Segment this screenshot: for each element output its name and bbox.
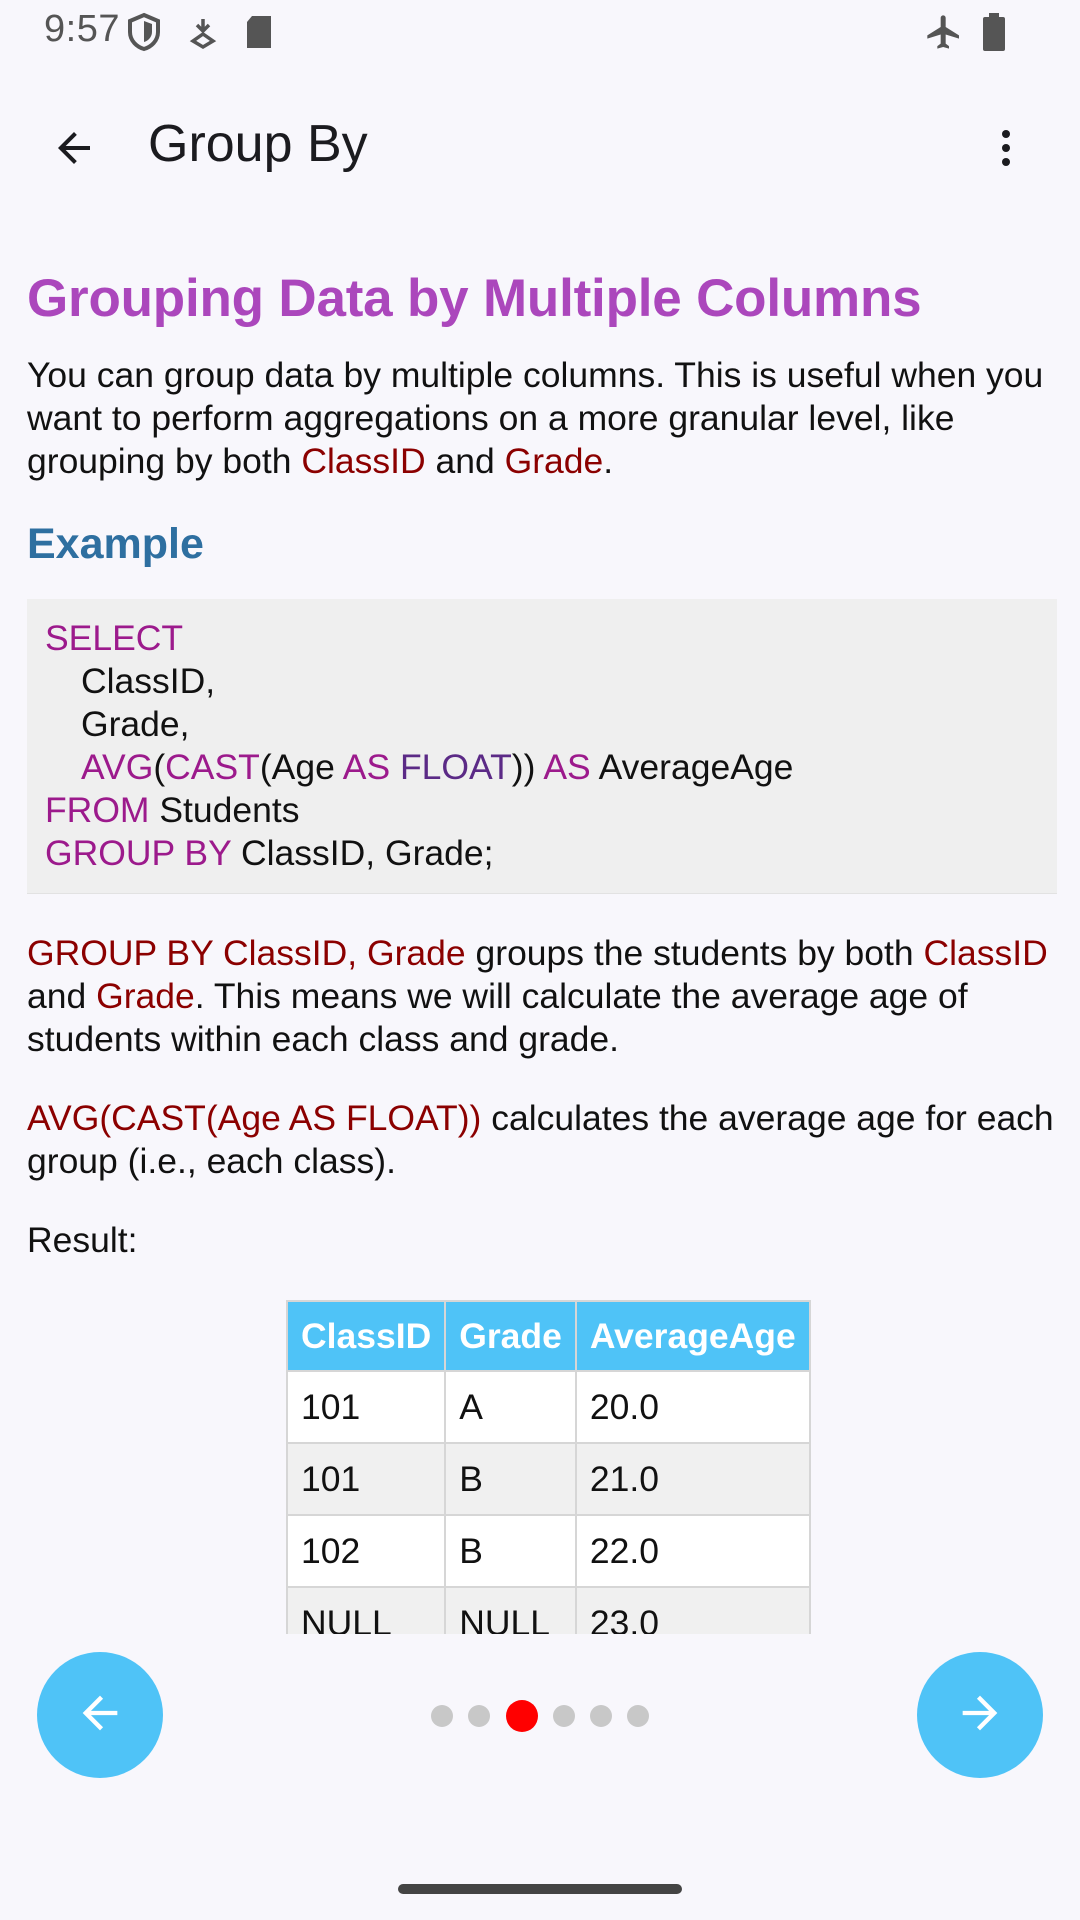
app-bar — [0, 84, 1080, 212]
code-line-2: ClassID, — [81, 661, 216, 701]
code-paren-1: ( — [153, 747, 166, 787]
explain2-text-1: calculates the average age for each group (i.e., each class). — [27, 1098, 1054, 1181]
more-vert-icon — [982, 124, 1030, 177]
table-row — [287, 1371, 810, 1443]
table-header-classid: ClassID — [287, 1301, 445, 1371]
arrow-back-icon — [50, 124, 98, 177]
more-options-button[interactable] — [970, 114, 1042, 186]
table-cell: 101 — [287, 1371, 445, 1443]
table-header-grade: Grade — [445, 1301, 576, 1371]
explain1-highlight-classid: ClassID — [923, 933, 1048, 973]
page-title: Group By — [148, 115, 368, 173]
code-alias: AverageAge — [590, 747, 794, 787]
status-bar — [0, 0, 1080, 64]
lesson-content[interactable] — [27, 262, 1057, 1634]
airplane-icon — [924, 12, 964, 57]
table-cell: NULL — [287, 1587, 445, 1634]
intro-text-3: . — [603, 441, 614, 481]
code-keyword-as-1: AS — [342, 747, 391, 787]
table-row — [287, 1515, 810, 1587]
intro-text-2: and — [425, 441, 505, 481]
code-paren-2: (Age — [259, 747, 343, 787]
table-cell: B — [445, 1443, 576, 1515]
page-dot-1[interactable] — [431, 1705, 453, 1727]
page-dot-4[interactable] — [553, 1705, 575, 1727]
explain2-highlight-avg: AVG(CAST(Age AS FLOAT)) — [27, 1098, 482, 1138]
intro-highlight-grade: Grade — [504, 441, 604, 481]
explain1-highlight-grade: Grade — [96, 976, 195, 1016]
explain1-text-3: . This means we will calculate the average age of students within each class and grade. — [27, 976, 968, 1059]
table-cell: 23.0 — [576, 1587, 810, 1634]
sd-card-icon — [244, 14, 274, 55]
explain-paragraph-1 — [27, 932, 1057, 1061]
page-dot-6[interactable] — [627, 1705, 649, 1727]
table-header-row — [287, 1301, 810, 1371]
code-group-columns: ClassID, Grade; — [231, 833, 494, 873]
code-fn-avg: AVG — [81, 747, 154, 787]
page-dot-2[interactable] — [468, 1705, 490, 1727]
code-line-5 — [45, 789, 1039, 832]
table-cell: 20.0 — [576, 1371, 810, 1443]
explain1-highlight-groupby: GROUP BY ClassID, Grade — [27, 933, 466, 973]
intro-paragraph — [27, 354, 1057, 483]
code-line-6 — [45, 832, 1039, 875]
code-line-4 — [45, 746, 1039, 789]
table-cell: 102 — [287, 1515, 445, 1587]
code-table-name: Students — [149, 790, 300, 830]
intro-highlight-classid: ClassID — [301, 441, 426, 481]
intro-text-1: You can group data by multiple columns. This is useful when you want to perform aggregations on a more granular level, like grouping by both — [27, 355, 1044, 481]
example-heading: Example — [27, 520, 204, 568]
table-cell: 21.0 — [576, 1443, 810, 1515]
next-page-button[interactable] — [917, 1652, 1043, 1778]
battery-icon — [982, 12, 1006, 57]
code-type-float: FLOAT — [400, 747, 512, 787]
table-row — [287, 1443, 810, 1515]
explain1-text-2: and — [27, 976, 97, 1016]
code-keyword-select: SELECT — [45, 618, 184, 658]
code-fn-cast: CAST — [165, 747, 260, 787]
page-dot-3-active[interactable] — [506, 1700, 538, 1732]
result-label: Result: — [27, 1220, 138, 1260]
arrow-right-icon — [954, 1687, 1006, 1744]
table-header-averageage: AverageAge — [576, 1301, 810, 1371]
table-cell: B — [445, 1515, 576, 1587]
table-cell: A — [445, 1371, 576, 1443]
back-button[interactable] — [38, 114, 110, 186]
code-keyword-group-by: GROUP BY — [45, 833, 232, 873]
status-time: 9:57 — [44, 8, 120, 50]
code-block — [27, 599, 1057, 894]
explain1-text-1: groups the students by both — [465, 933, 924, 973]
code-keyword-as-2: AS — [543, 747, 591, 787]
table-cell: NULL — [445, 1587, 576, 1634]
section-title: Grouping Data by Multiple Columns — [27, 269, 922, 328]
download-icon — [188, 16, 218, 55]
result-table — [286, 1300, 811, 1634]
shield-icon — [126, 12, 162, 57]
code-space — [390, 747, 400, 787]
home-indicator[interactable] — [398, 1884, 682, 1894]
table-cell: 22.0 — [576, 1515, 810, 1587]
code-line-3: Grade, — [81, 704, 190, 744]
table-row — [287, 1587, 810, 1634]
code-line-1 — [45, 617, 1039, 660]
table-cell: 101 — [287, 1443, 445, 1515]
page-dot-5[interactable] — [590, 1705, 612, 1727]
explain-paragraph-2 — [27, 1097, 1057, 1183]
code-keyword-from: FROM — [45, 790, 150, 830]
code-paren-3: )) — [511, 747, 544, 787]
